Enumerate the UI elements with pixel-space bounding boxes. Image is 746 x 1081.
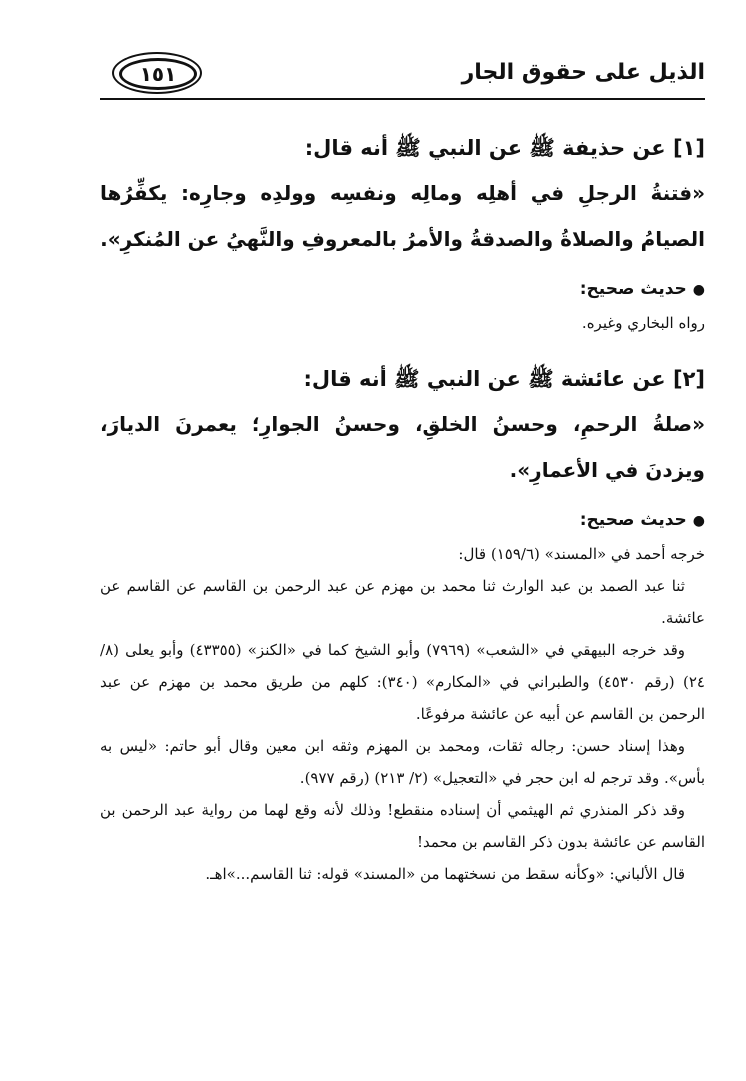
- hadith-1-grade-label: حديث صحيح:: [579, 279, 687, 299]
- hadith-1-heading: [١] عن حذيفة ﷺ عن النبي ﷺ أنه قال:: [304, 136, 705, 160]
- takhrij-paragraph: ثنا عبد الصمد بن عبد الوارث ثنا محمد بن مهزم عن عبد الرحمن بن القاسم عن القاسم عن عائشة.: [100, 577, 705, 627]
- bullet-icon: ●: [692, 282, 705, 298]
- takhrij-paragraph: وهذا إسناد حسن: رجاله ثقات، ومحمد بن المهزم وثقه ابن معين وقال أبو حاتم: «ليس به بأس». وقد ترجم له ابن حجر في «التعجيل» (٢/ ٢١٣) (رقم ٩٧٧).: [100, 737, 705, 787]
- page-number-badge: [112, 52, 202, 94]
- bullet-icon: ●: [692, 513, 705, 529]
- page-header: [100, 40, 705, 100]
- hadith-2-grade-label: حديث صحيح:: [579, 510, 687, 530]
- hadith-2-grade: [100, 503, 705, 538]
- hadith-2: [100, 357, 705, 890]
- takhrij-paragraph: وقد خرجه البيهقي في «الشعب» (٧٩٦٩) وأبو الشيخ كما في «الكنز» (٤٣٣٥٥) وأبو يعلى (٨/ ٢٤) (رقم ٤٥٣٠) والطبراني في «المكارم» (٣٤٠): كلهم من طريق محمد بن مهزم عن عبد الرحمن بن القاسم عن أبيه عن عائشة مرفوعًا.: [100, 641, 705, 723]
- hadith-1-text: «فتنةُ الرجلِ في أهلِه ومالِه ونفسِه وولدِه وجارِه: يكفِّرُها الصيامُ والصلاةُ والصدقةُ والأمرُ بالمعروفِ والنَّهيُ عن المُنكرِ».: [100, 181, 705, 251]
- takhrij-paragraph: خرجه أحمد في «المسند» (١٥٩/٦) قال:: [458, 545, 705, 563]
- hadith-1-source: رواه البخاري وغيره.: [581, 314, 705, 332]
- page-number: ١٥١: [119, 58, 197, 90]
- hadith-1-grade: [100, 272, 705, 307]
- running-title: الذيل على حقوق الجار: [461, 60, 705, 85]
- page-content: [100, 120, 705, 890]
- header-rule: [100, 98, 705, 100]
- takhrij-paragraph: قال الألباني: «وكأنه سقط من نسختهما من «المسند» قوله: ثنا القاسم...»اهـ.: [205, 865, 685, 883]
- hadith-1: [100, 126, 705, 339]
- hadith-2-heading: [٢] عن عائشة ﷺ عن النبي ﷺ أنه قال:: [303, 367, 705, 391]
- takhrij-paragraph: وقد ذكر المنذري ثم الهيثمي أن إسناده منقطع! وذلك لأنه وقع لهما من رواية عبد الرحمن بن القاسم عن عائشة بدون ذكر القاسم بن محمد!: [100, 801, 705, 851]
- hadith-2-text: «صلةُ الرحمِ، وحسنُ الخلقِ، وحسنُ الجوارِ؛ يعمرنَ الديارَ، ويزدنَ في الأعمارِ».: [100, 412, 705, 482]
